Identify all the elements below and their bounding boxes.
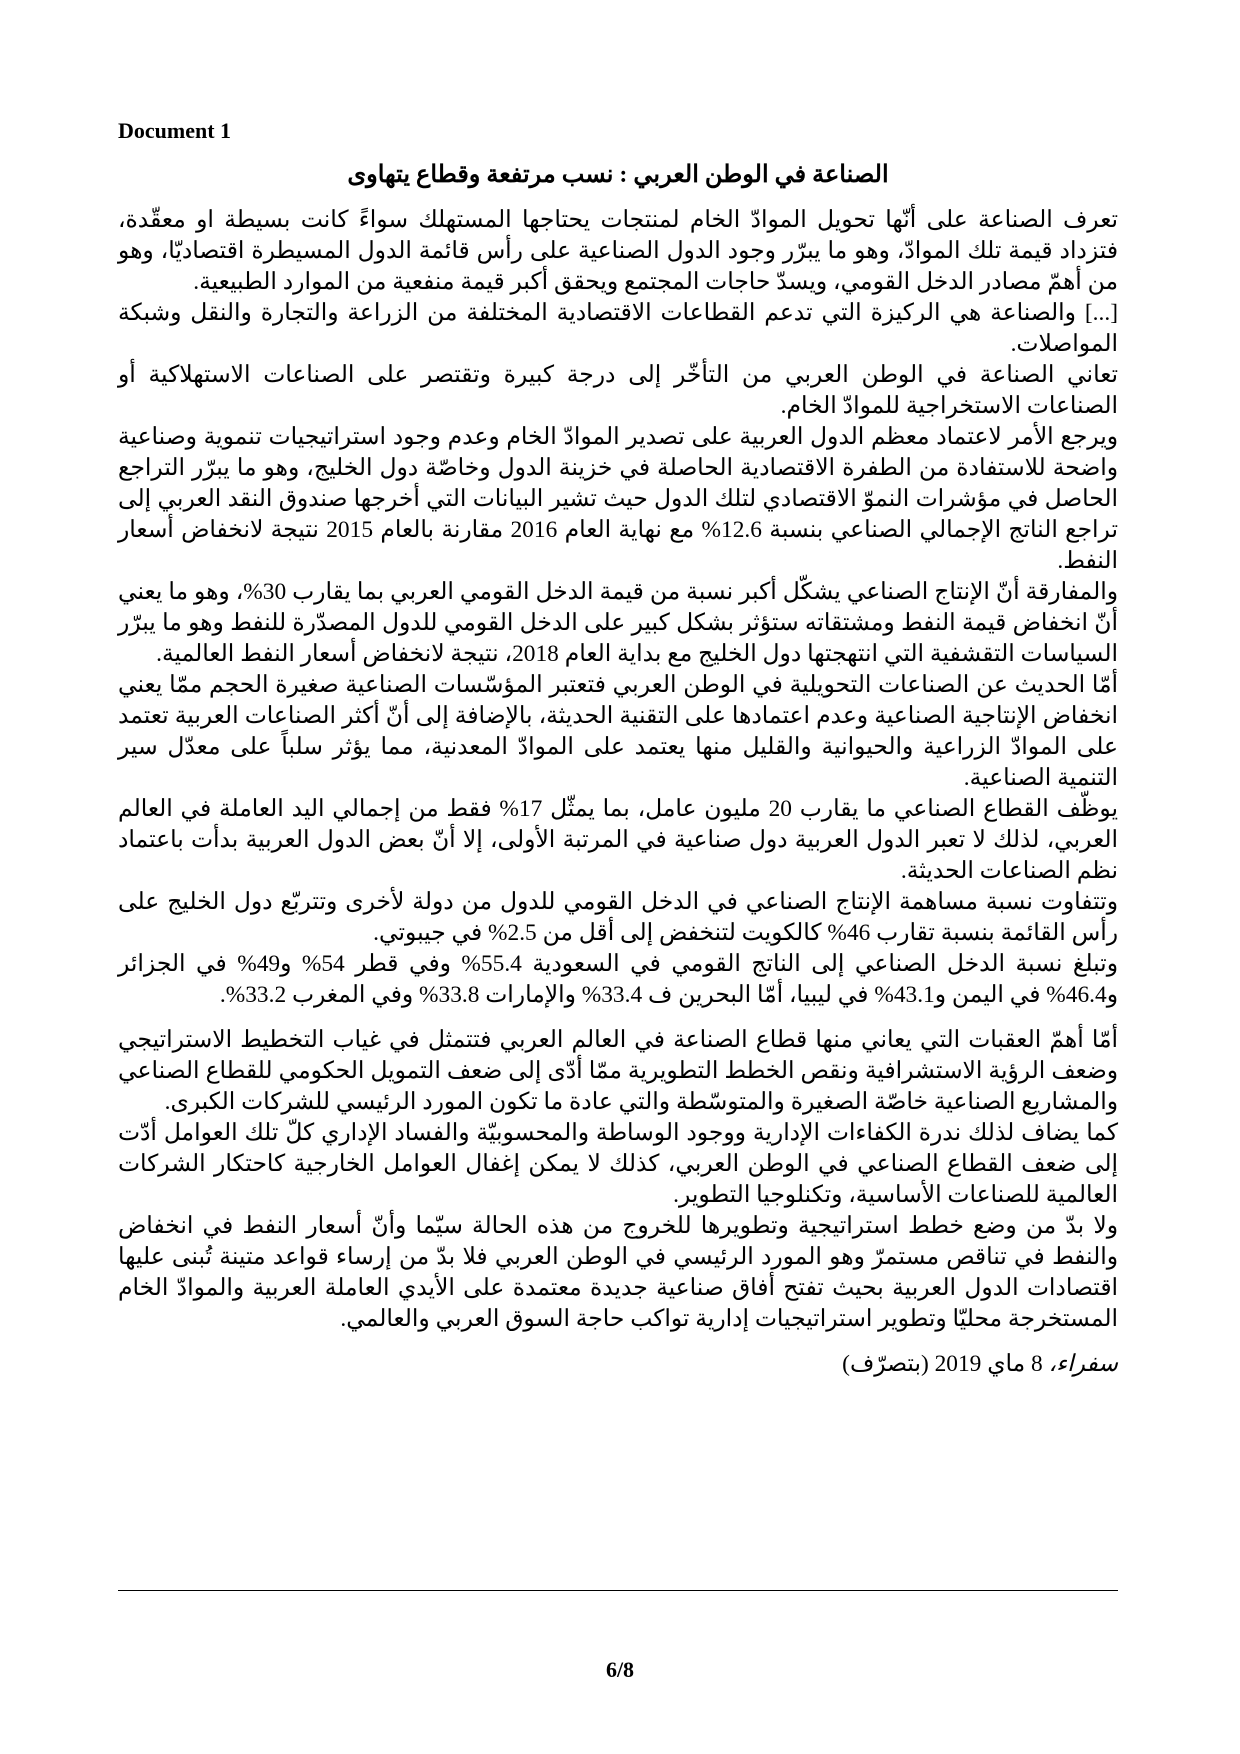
paragraph: أمّا الحديث عن الصناعات التحويلية في الوطن العربي فتعتبر المؤسّسات الصناعية صغيرة الحجم ممّا يعني انخفاض الإنتاجية الصناعية وعدم اعتمادها على التقنية الحديثة، بالإضافة إلى أنّ أكثر الصناعات العربية تعتمد على الموادّ الزراعية والحيوانية والقليل منها يعتمد على الموادّ المعدنية، مما يؤثر سلباً على معدّل سير التنمية الصناعية.: [118, 672, 1118, 791]
source-publication: سفراء،: [1048, 1351, 1118, 1377]
paragraph: ويرجع الأمر لاعتماد معظم الدول العربية على تصدير الموادّ الخام وعدم وجود استراتيجيات تنموية وصناعية واضحة للاستفادة من الطفرة الاقتصادية الحاصلة في خزينة الدول وخاصّة دول الخليج، وهو ما يبرّر التراجع الحاصل في مؤشرات النموّ الاقتصادي لتلك الدول حيث تشير البيانات التي أخرجها صندوق النقد العربي إلى تراجع الناتج الإجمالي الصناعي بنسبة 12.6% مع نهاية العام 2016 مقارنة بالعام 2015 نتيجة لانخفاض أسعار النفط.: [118, 424, 1118, 574]
paragraph: أمّا أهمّ العقبات التي يعاني منها قطاع الصناعة في العالم العربي فتتمثل في غياب التخطيط الاستراتيجي وضعف الرؤية الاستشرافية ونقص الخطط التطويرية ممّا أدّى إلى ضعف التمويل الحكومي للقطاع الصناعي والمشاريع الصناعية خاصّة الصغيرة والمتوسّطة والتي عادة ما تكون المورد الرئيسي للشركات الكبرى.: [118, 1027, 1118, 1115]
paragraph: وتبلغ نسبة الدخل الصناعي إلى الناتج القومي في السعودية 55.4% وفي قطر 54% و49% في الجزائر و46.4% في اليمن و43.1% في ليبيا، أمّا البحرين ف 33.4% والإمارات 33.8% وفي المغرب 33.2%.: [118, 951, 1118, 1008]
paragraph: كما يضاف لذلك ندرة الكفاءات الإدارية ووجود الوساطة والمحسوبيّة والفساد الإداري كلّ تلك العوامل أدّت إلى ضعف القطاع الصناعي في الوطن العربي، كذلك لا يمكن إغفال العوامل الخارجية كاحتكار الشركات العالمية للصناعات الأساسية، وتكنلوجيا التطوير.: [118, 1120, 1118, 1208]
paragraph: [...] والصناعة هي الركيزة التي تدعم القطاعات الاقتصادية المختلفة من الزراعة والتجارة والنقل وشبكة المواصلات.: [118, 300, 1118, 357]
paragraph: وتتفاوت نسبة مساهمة الإنتاج الصناعي في الدخل القومي للدول من دولة لأخرى وتتربّع دول الخليج على رأس القائمة بنسبة تقارب 46% كالكويت لتنخفض إلى أقل من 2.5% في جيبوتي.: [118, 889, 1118, 946]
document-title: الصناعة في الوطن العربي : نسب مرتفعة وقطاع يتهاوى: [347, 162, 889, 188]
source-citation: [118, 1349, 1118, 1380]
footer-divider: [118, 1590, 1118, 1591]
article-body: [118, 205, 1118, 1380]
source-date: 8 ماي 2019 (بتصرّف): [842, 1351, 1043, 1377]
paragraph: تعاني الصناعة في الوطن العربي من التأخّر إلى درجة كبيرة وتقتصر على الصناعات الاستهلاكية أو الصناعات الاستخراجية للموادّ الخام.: [118, 362, 1118, 419]
paragraph: يوظّف القطاع الصناعي ما يقارب 20 مليون عامل، بما يمثّل 17% فقط من إجمالي اليد العاملة في العالم العربي، لذلك لا تعبر الدول العربية دول صناعية في المرتبة الأولى، إلا أنّ بعض الدول العربية بدأت باعتماد نظم الصناعات الحديثة.: [118, 796, 1119, 884]
paragraph: ولا بدّ من وضع خطط استراتيجية وتطويرها للخروج من هذه الحالة سيّما وأنّ أسعار النفط في انخفاض والنفط في تناقص مستمرّ وهو المورد الرئيسي في الوطن العربي فلا بدّ من إرساء قواعد متينة تُبنى عليها اقتصادات الدول العربية بحيث تفتح أفاق صناعية جديدة معتمدة على الأيدي العاملة العربية والموادّ الخام المستخرجة محليّا وتطوير استراتيجيات إدارية تواكب حاجة السوق العربي والعالمي.: [118, 1213, 1118, 1332]
page-number: 6/8: [605, 1657, 635, 1682]
paragraph: تعرف الصناعة على أنّها تحويل الموادّ الخام لمنتجات يحتاجها المستهلك سواءً كانت بسيطة او معقّدة، فتزداد قيمة تلك الموادّ، وهو ما يبرّر وجود الدول الصناعية على رأس قائمة الدول المسيطرة اقتصاديّا، وهو من أهمّ مصادر الدخل القومي، ويسدّ حاجات المجتمع ويحقق أكبر قيمة منفعية من الموارد الطبيعية.: [118, 207, 1118, 295]
document-label: Document 1: [118, 118, 232, 143]
paragraph: والمفارقة أنّ الإنتاج الصناعي يشكّل أكبر نسبة من قيمة الدخل القومي العربي بما يقارب 30%، وهو ما يعني أنّ انخفاض قيمة النفط ومشتقاته ستؤثر بشكل كبير على الدخل القومي للدول المصدّرة للنفط وهو ما يبرّر السياسات التقشفية التي انتهجتها دول الخليج مع بداية العام 2018، نتيجة لانخفاض أسعار النفط العالمية.: [118, 579, 1118, 667]
